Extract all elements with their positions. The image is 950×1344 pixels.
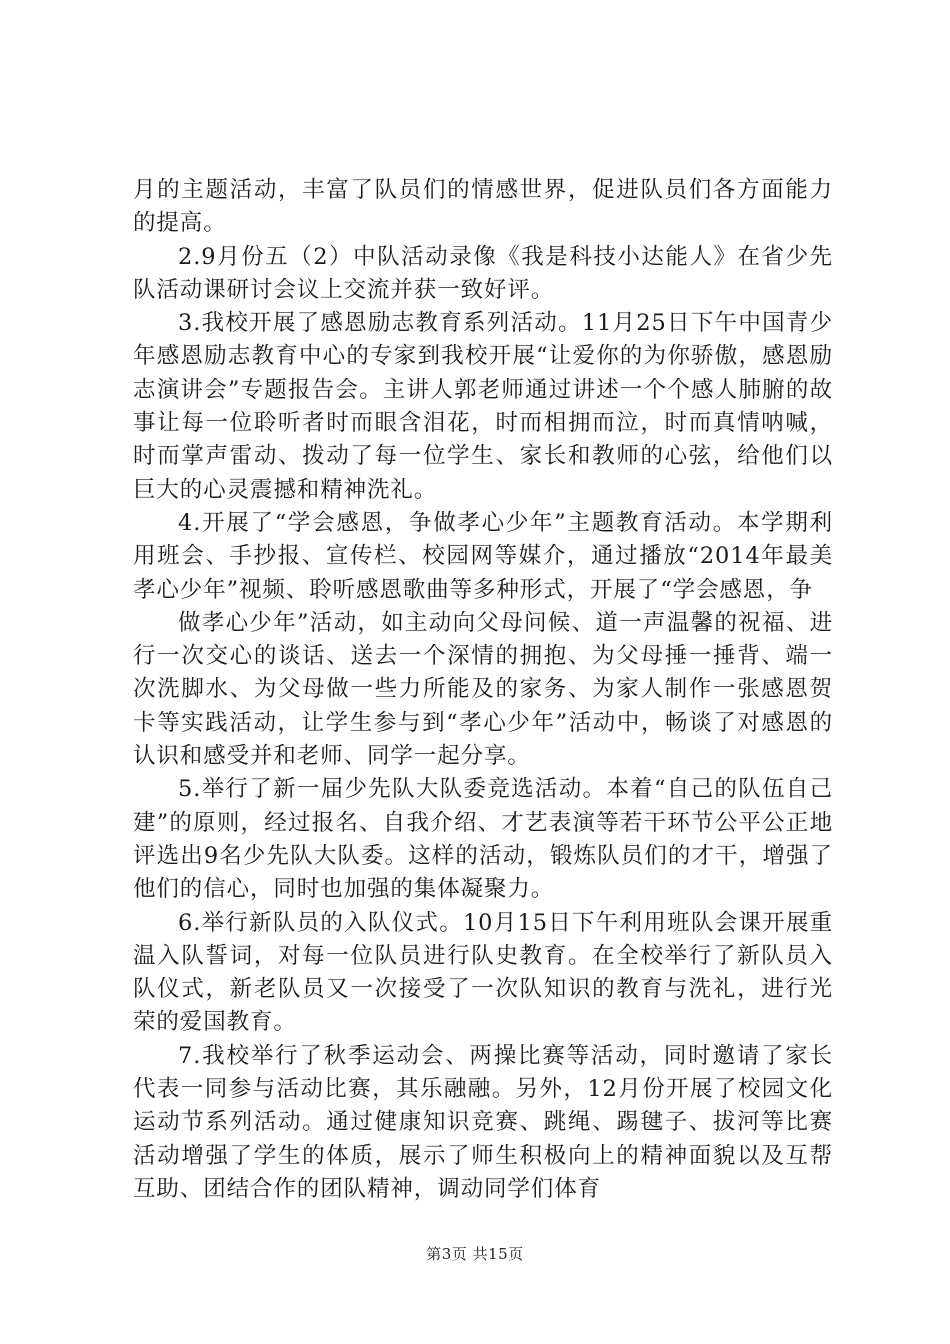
paragraph-2: 2.9月份五（2）中队活动录像《我是科技小达能人》在省少先队活动课研讨会议上交流并获一致好评。: [133, 243, 833, 303]
paragraph-1: 月的主题活动，丰富了队员们的情感世界，促进队员们各方面能力的提高。: [133, 177, 833, 237]
paragraph-6: 5.举行了新一届少先队大队委竞选活动。本着“自己的队伍自己建”的原则，经过报名、自我介绍、才艺表演等若干环节公平公正地评选出9名少先队大队委。这样的活动，锻炼队员们的才干，增强了他们的信心，同时也加强的集体凝聚力。: [133, 776, 833, 903]
document-body: [133, 174, 833, 1206]
paragraph-7: 6.举行新队员的入队仪式。10月15日下午利用班队会课开展重温入队誓词，对每一位队员进行队史教育。在全校举行了新队员入队仪式，新老队员又一次接受了一次队知识的教育与洗礼，进行光荣的爱国教育。: [133, 909, 833, 1036]
paragraph-3: 3.我校开展了感恩励志教育系列活动。11月25日下午中国青少年感恩励志教育中心的专家到我校开展“让爱你的为你骄傲，感恩励志演讲会”专题报告会。主讲人郭老师通过讲述一个个感人肺腑的故事让每一位聆听者时而眼含泪花，时而相拥而泣，时而真情呐喊，时而掌声雷动、拨动了每一位学生、家长和教师的心弦，给他们以巨大的心灵震撼和精神洗礼。: [133, 310, 833, 503]
paragraph-5: 做孝心少年”活动，如主动向父母问候、道一声温馨的祝福、进行一次交心的谈话、送去一个深情的拥抱、为父母捶一捶背、端一次洗脚水、为父母做一些力所能及的家务、为家人制作一张感恩贺卡等实践活动，让学生参与到“孝心少年”活动中，畅谈了对感恩的认识和感受并和老师、同学一起分享。: [133, 609, 833, 770]
page-number-label: 第3页 共15页: [426, 1245, 524, 1263]
page-footer: [0, 1243, 950, 1264]
paragraph-4: 4.开展了“学会感恩，争做孝心少年”主题教育活动。本学期利用班会、手抄报、宣传栏、校园网等媒介，通过播放“2014年最美孝心少年”视频、聆听感恩歌曲等多种形式，开展了“学会感恩，争: [133, 509, 833, 603]
paragraph-8: 7.我校举行了秋季运动会、两操比赛等活动，同时邀请了家长代表一同参与活动比赛，其乐融融。另外，12月份开展了校园文化运动节系列活动。通过健康知识竞赛、跳绳、踢毽子、拔河等比赛活动增强了学生的体质，展示了师生积极向上的精神面貌以及互帮互助、团结合作的团队精神，调动同学们体育: [133, 1042, 833, 1202]
